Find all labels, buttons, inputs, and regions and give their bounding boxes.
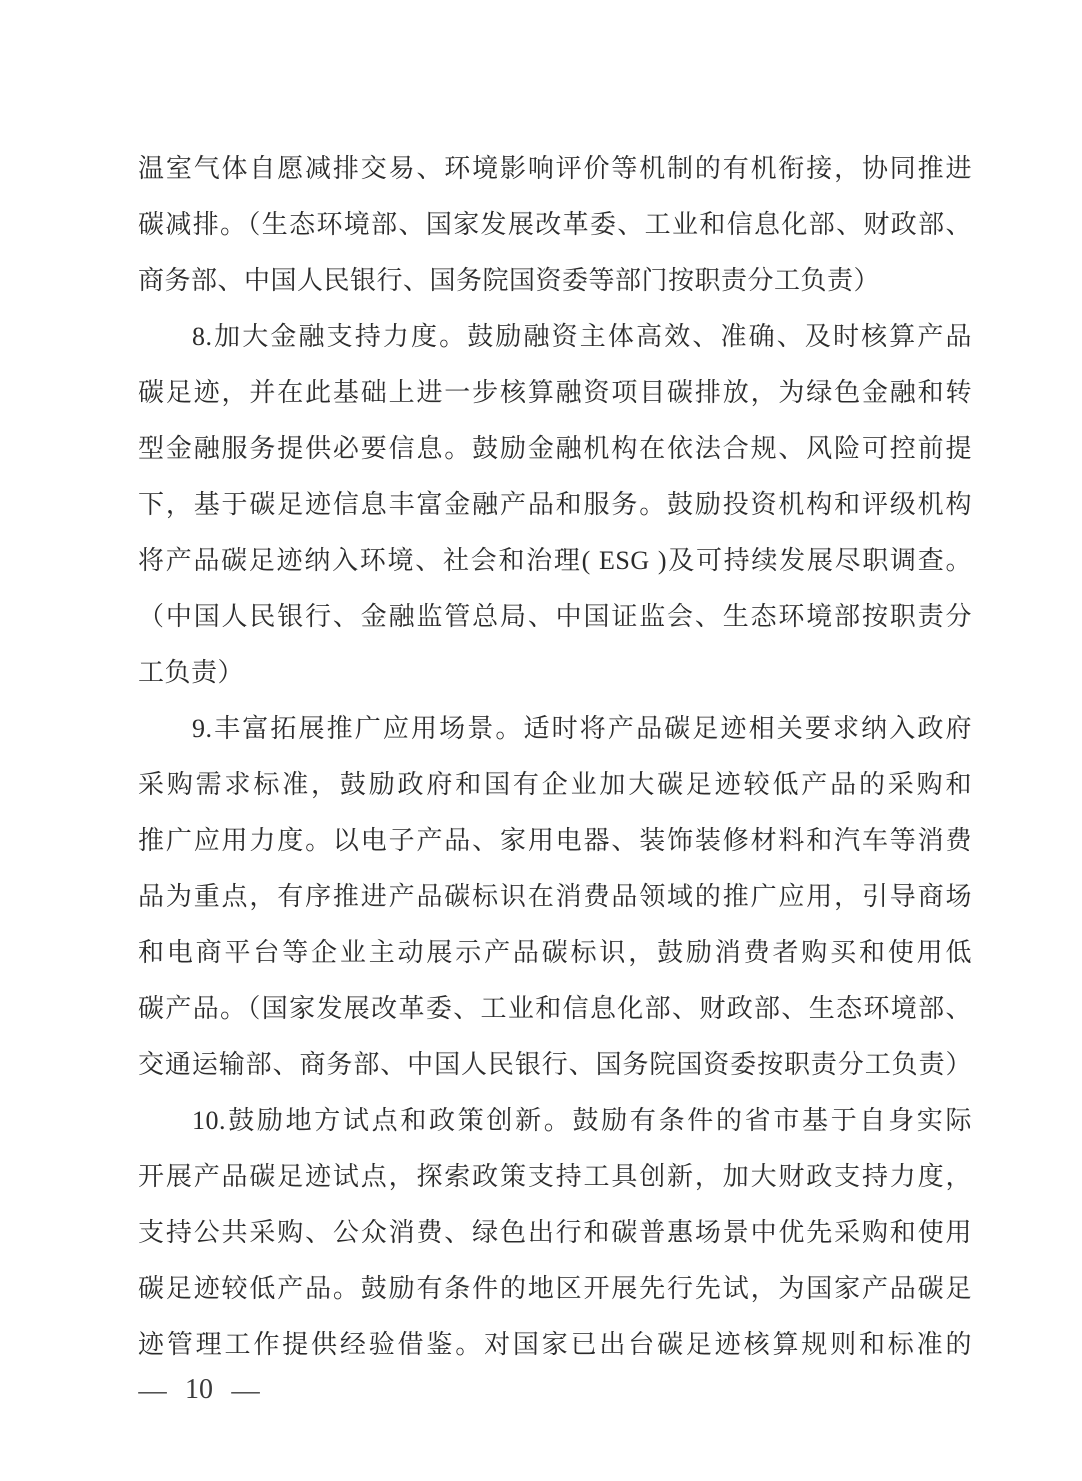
text-line: 工负责）	[138, 658, 245, 687]
text-line: 开展产品碳足迹试点，探索政策支持工具创新，加大财政支持力度，	[138, 1162, 972, 1191]
text-line: 商务部、中国人民银行、国务院国资委等部门按职责分工负责）	[138, 266, 881, 295]
text-line: 型金融服务提供必要信息。鼓励金融机构在依法合规、风险可控前提	[138, 434, 972, 463]
footer-dash-left: —	[138, 1374, 167, 1405]
text-line: 交通运输部、商务部、中国人民银行、国务院国资委按职责分工负责）	[138, 1050, 972, 1079]
text-line: 碳减排。（生态环境部、国家发展改革委、工业和信息化部、财政部、	[138, 210, 972, 239]
text-line: 支持公共采购、公众消费、绿色出行和碳普惠场景中优先采购和使用	[138, 1218, 972, 1247]
page-footer	[139, 1374, 259, 1406]
text-line: 推广应用力度。以电子产品、家用电器、装饰装修材料和汽车等消费	[138, 826, 972, 855]
text-line: 品为重点，有序推进产品碳标识在消费品领域的推广应用，引导商场	[138, 882, 972, 911]
text-line-section-10: 10.鼓励地方试点和政策创新。鼓励有条件的省市基于自身实际	[192, 1106, 972, 1135]
text-line: 碳足迹，并在此基础上进一步核算融资项目碳排放，为绿色金融和转	[138, 378, 972, 407]
text-line-section-8: 8.加大金融支持力度。鼓励融资主体高效、准确、及时核算产品	[192, 322, 972, 351]
text-line-section-9: 9.丰富拓展推广应用场景。适时将产品碳足迹相关要求纳入政府	[192, 714, 972, 743]
text-line: 碳足迹较低产品。鼓励有条件的地区开展先行先试，为国家产品碳足	[138, 1274, 972, 1303]
page-number: 10	[185, 1374, 213, 1405]
text-line: 温室气体自愿减排交易、环境影响评价等机制的有机衔接，协同推进	[138, 154, 972, 183]
text-line: （中国人民银行、金融监管总局、中国证监会、生态环境部按职责分	[138, 602, 972, 631]
text-line: 碳产品。（国家发展改革委、工业和信息化部、财政部、生态环境部、	[138, 994, 972, 1023]
text-line: 采购需求标准，鼓励政府和国有企业加大碳足迹较低产品的采购和	[138, 770, 972, 799]
text-line: 和电商平台等企业主动展示产品碳标识，鼓励消费者购买和使用低	[138, 938, 972, 967]
text-line: 将产品碳足迹纳入环境、社会和治理( ESG )及可持续发展尽职调查。	[138, 546, 972, 575]
text-line: 迹管理工作提供经验借鉴。对国家已出台碳足迹核算规则和标准的	[138, 1330, 972, 1359]
text-line: 下，基于碳足迹信息丰富金融产品和服务。鼓励投资机构和评级机构	[138, 490, 972, 519]
document-body	[138, 141, 972, 1373]
footer-dash-right: —	[231, 1374, 260, 1405]
